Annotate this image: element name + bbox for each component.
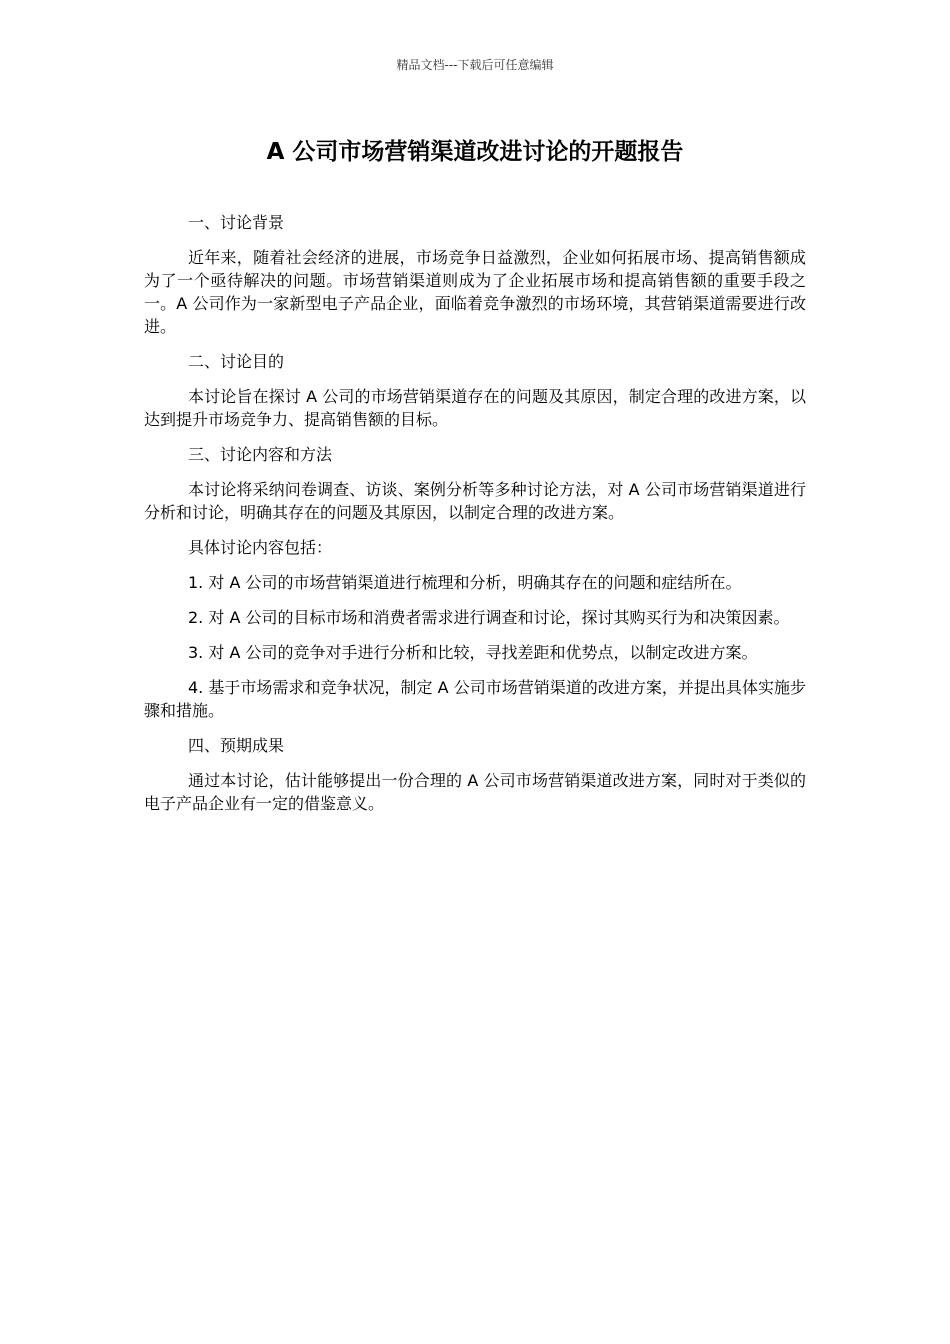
section-heading-purpose: 二、讨论目的 [188, 352, 285, 371]
list-item-1: 1. 对 A 公司的市场营销渠道进行梳理和分析，明确其存在的问题和症结所在。 [188, 573, 742, 592]
list-item-3: 3. 对 A 公司的竞争对手进行分析和比较，寻找差距和优势点，以制定改进方案。 [188, 643, 758, 662]
document-title: A 公司市场营销渠道改进讨论的开题报告 [266, 139, 684, 165]
list-item-4: 4. 基于市场需求和竞争状况，制定 A 公司市场营销渠道的改进方案，并提出具体实施步骤和措施。 [144, 678, 806, 720]
paragraph-purpose: 本讨论旨在探讨 A 公司的市场营销渠道存在的问题及其原因，制定合理的改进方案，以达到提升市场竞争力、提高销售额的目标。 [144, 387, 806, 429]
list-item-2: 2. 对 A 公司的目标市场和消费者需求进行调查和讨论，探讨其购买行为和决策因素。 [188, 608, 790, 627]
page-header: 精品文档---下载后可任意编辑 [396, 58, 554, 72]
paragraph-expected-results: 通过本讨论，估计能够提出一份合理的 A 公司市场营销渠道改进方案，同时对于类似的电子产品企业有一定的借鉴意义。 [144, 771, 806, 813]
section-heading-expected-results: 四、预期成果 [188, 736, 285, 755]
section-heading-content-method: 三、讨论内容和方法 [188, 445, 333, 464]
paragraph-background: 近年来，随着社会经济的进展，市场竞争日益激烈，企业如何拓展市场、提高销售额成为了一个亟待解决的问题。市场营销渠道则成为了企业拓展市场和提高销售额的重要手段之一。A 公司作为一家新型电子产品企业，面临着竞争激烈的市场环境，其营销渠道需要进行改进。 [144, 248, 806, 336]
paragraph-content-intro: 具体讨论内容包括： [188, 538, 333, 557]
paragraph-method: 本讨论将采纳问卷调查、访谈、案例分析等多种讨论方法，对 A 公司市场营销渠道进行分析和讨论，明确其存在的问题及其原因，以制定合理的改进方案。 [144, 480, 806, 522]
section-heading-background: 一、讨论背景 [188, 213, 285, 232]
document-body [144, 211, 806, 827]
